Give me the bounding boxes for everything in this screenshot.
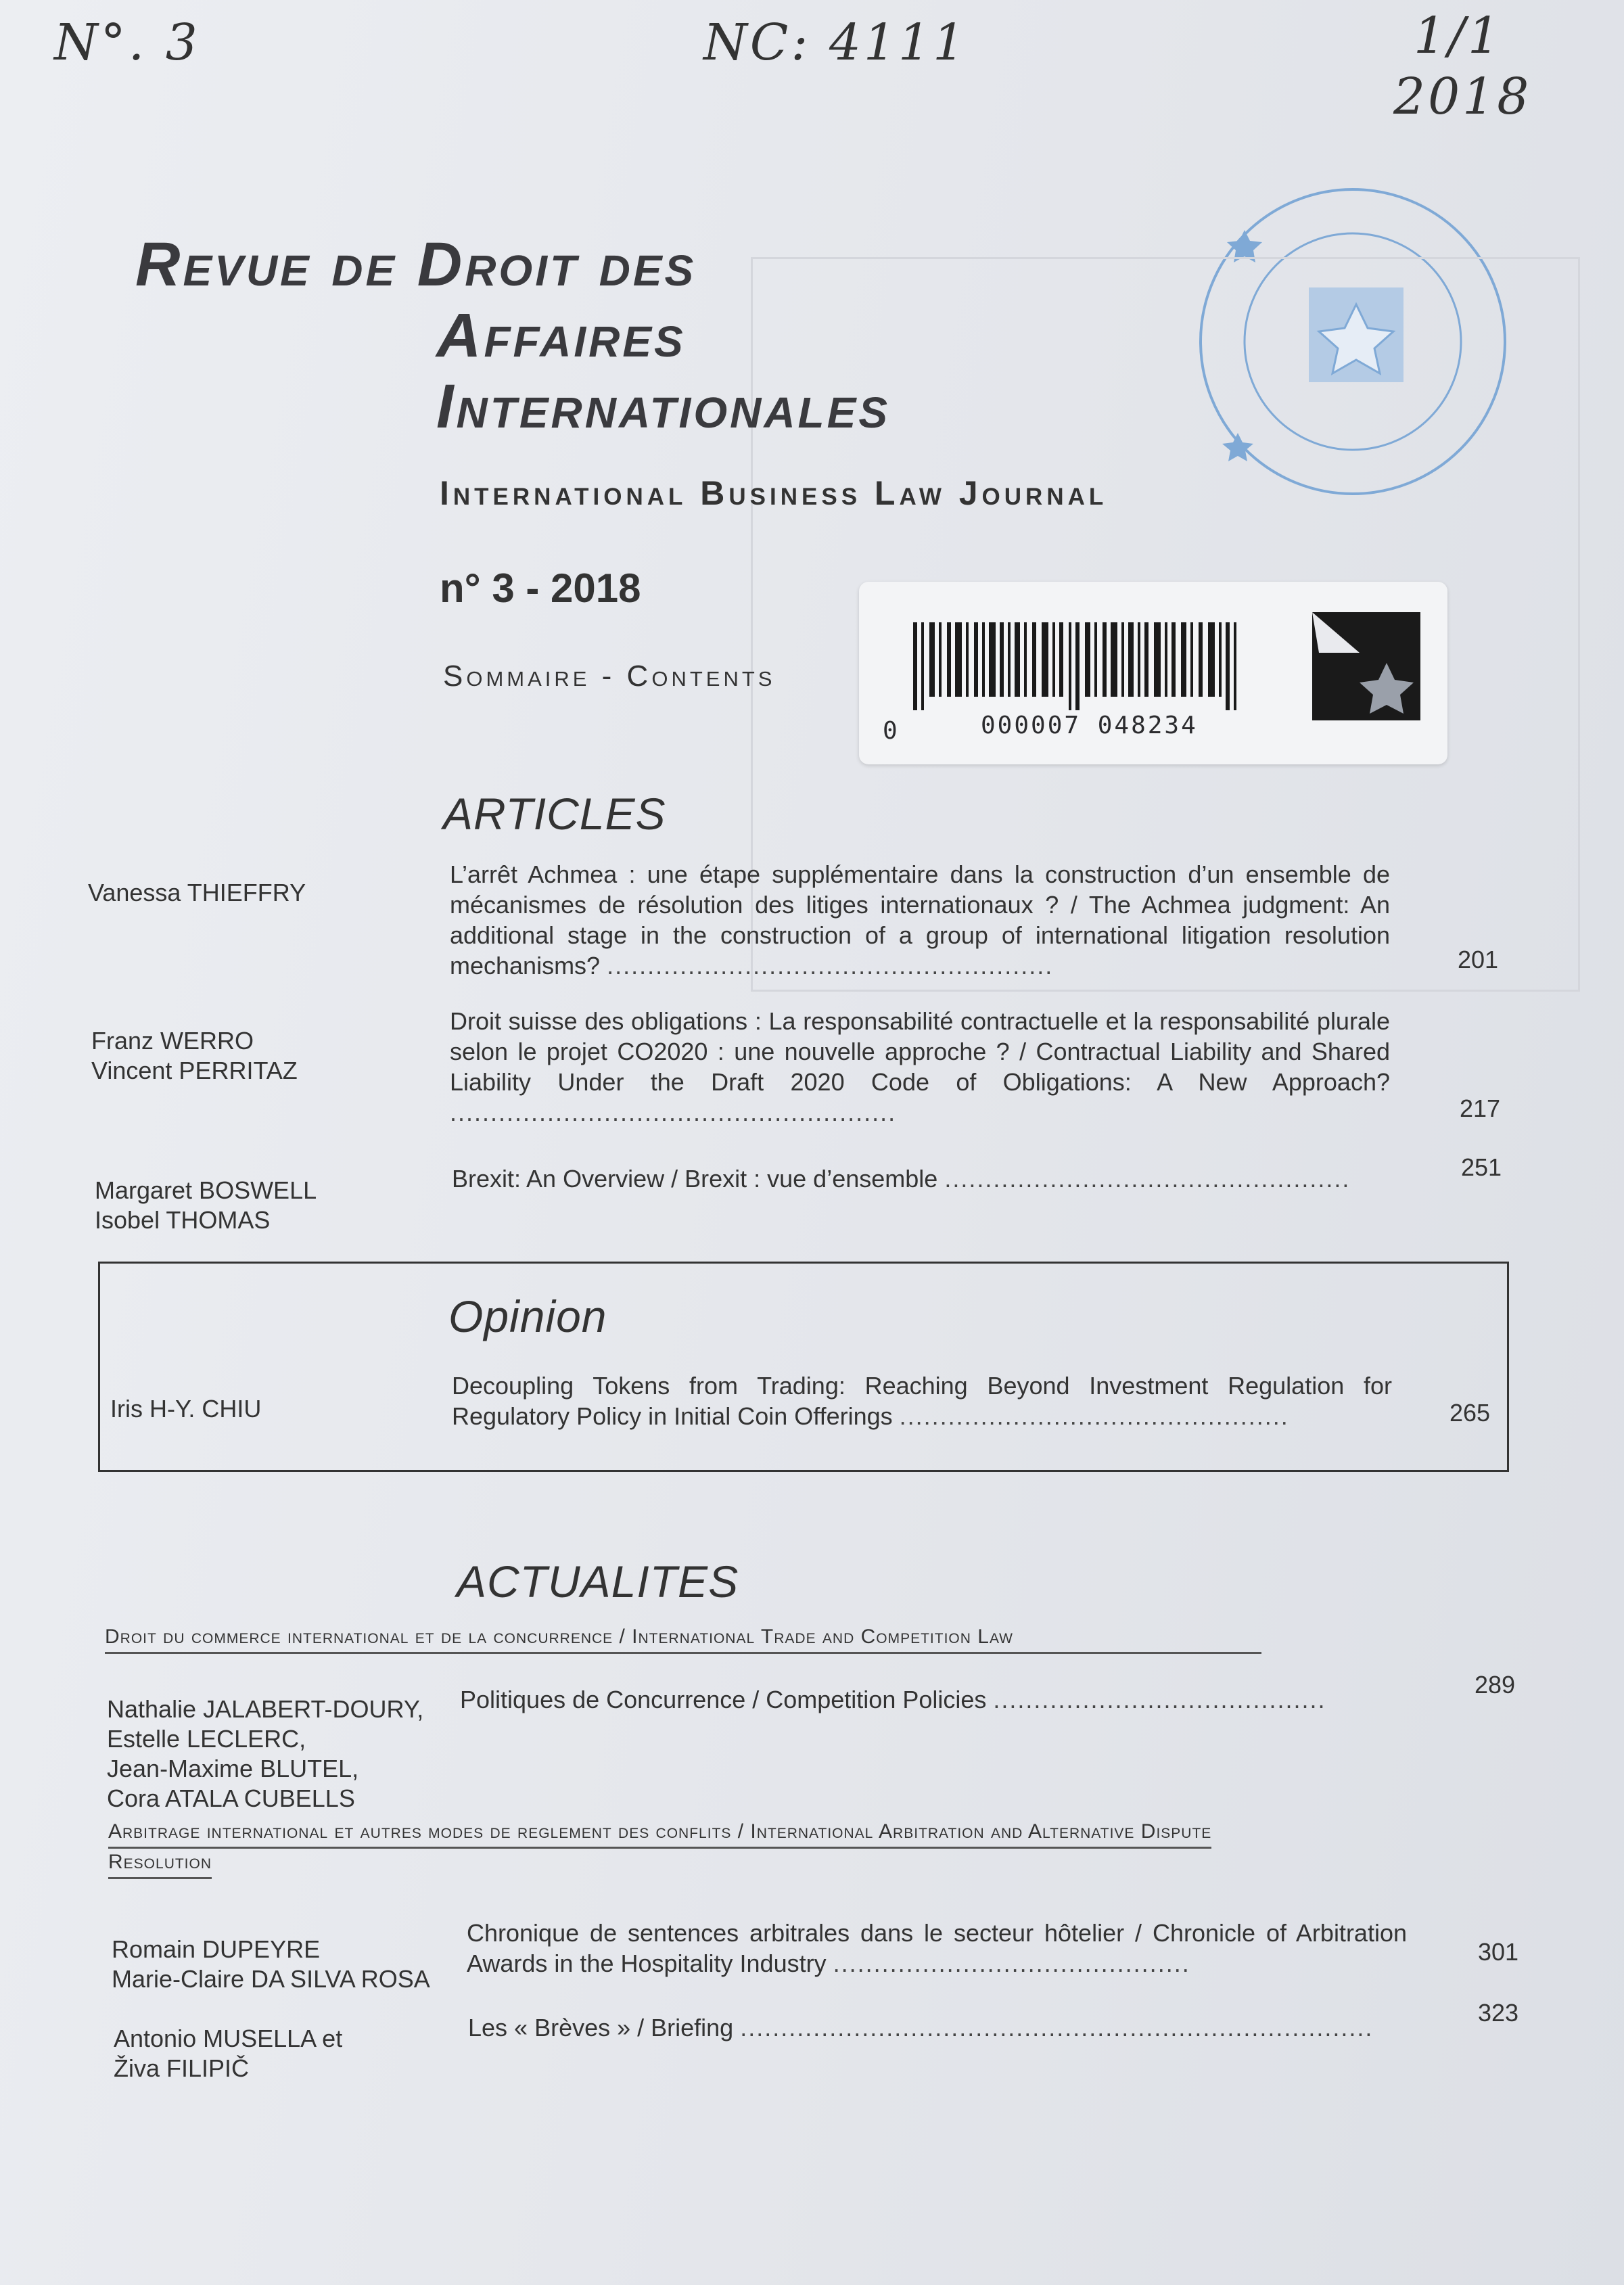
opinion-page: 265	[1449, 1399, 1491, 1427]
contents-label: Sommaire - Contents	[443, 660, 776, 693]
journal-title-line2: Affaires	[436, 301, 686, 370]
handwritten-year: 2018	[1393, 68, 1532, 126]
author-name: Isobel THOMAS	[95, 1206, 271, 1234]
article-1-page: 201	[1458, 946, 1499, 973]
article-1-authors	[88, 878, 413, 908]
author-name: Vanessa THIEFFRY	[88, 879, 306, 906]
author-name: Romain DUPEYRE	[112, 1935, 321, 1963]
actualites-entry-1-authors	[107, 1694, 445, 1814]
opinion-heading: Opinion	[448, 1291, 607, 1341]
author-name: Živa FILIPIČ	[114, 2054, 250, 2082]
actualites-entry-1-title: Politiques de Concurrence / Competition Policies .........................................	[460, 1686, 1326, 1713]
actualites-entry-2-page: 301	[1478, 1938, 1519, 1966]
barcode-label	[859, 582, 1447, 764]
article-2-page: 217	[1460, 1094, 1501, 1122]
journal-title-line3: Internationales	[436, 372, 891, 441]
author-name: Antonio MUSELLA et	[114, 2025, 343, 2052]
journal-subtitle: International Business Law Journal	[440, 474, 1108, 512]
rubric-arbitration-line2: Resolution	[108, 1849, 212, 1879]
library-logo	[1312, 612, 1420, 720]
barcode-number: 000007 048234	[981, 712, 1198, 739]
article-2-title: Droit suisse des obligations : La responsabilité contractuelle et la responsabilité plurale selon le projet CO2020 : une nouvelle approche ? / Contractual Liability and Shared Liability Under the Draft 2020 Code of Obligations: A New Approach? .......................................................	[450, 1007, 1390, 1126]
author-name: Marie-Claire DA SILVA ROSA	[112, 1965, 430, 1993]
handwritten-volume: 1/1	[1414, 7, 1503, 65]
author-name: Vincent PERRITAZ	[91, 1057, 298, 1084]
journal-title-line1: Revue de Droit des	[135, 230, 697, 299]
article-1-title: L’arrêt Achmea : une étape supplémentaire dans la construction d’un ensemble de mécanismes de résolution des litiges internationaux ? / The Achmea judgment: An additional stage in the construction of a group of international litigation resolution mechanisms? .......................................................	[450, 860, 1390, 979]
actualites-heading: ACTUALITES	[457, 1556, 739, 1607]
actualites-entry-3-page: 323	[1478, 1999, 1519, 2027]
opinion-title: Decoupling Tokens from Trading: Reaching Beyond Investment Regulation for Regulatory Policy in Initial Coin Offerings ................................................	[452, 1372, 1392, 1430]
opinion-box	[98, 1262, 1509, 1472]
author-name: Cora ATALA CUBELLS	[107, 1784, 355, 1812]
author-name: Jean-Maxime BLUTEL,	[107, 1755, 359, 1782]
rubric-arbitration	[108, 1818, 1522, 1879]
actualites-entry-3-title: Les « Brèves » / Briefing ..............................................................................	[468, 2014, 1374, 2041]
actualites-entry-1-page: 289	[1475, 1671, 1516, 1699]
article-3-authors	[95, 1176, 419, 1235]
opinion-authors	[110, 1394, 415, 1424]
author-name: Iris H-Y. CHIU	[110, 1395, 262, 1423]
article-3-page: 251	[1461, 1153, 1502, 1181]
author-name: Margaret BOSWELL	[95, 1176, 317, 1204]
rubric-arbitration-line1: Arbitrage international et autres modes de reglement des conflits / International Arbitration and Alternative Dispute	[108, 1818, 1211, 1849]
author-name: Estelle LECLERC,	[107, 1725, 306, 1753]
article-2-authors	[91, 1026, 416, 1086]
issue-number: n° 3 - 2018	[440, 566, 641, 611]
actualites-entry-2-title: Chronique de sentences arbitrales dans le secteur hôtelier / Chronicle of Arbitration Awards in the Hospitality Industry ............................................	[467, 1919, 1407, 1977]
actualites-entry-2-authors	[112, 1935, 463, 1994]
barcode-leading-digit: 0	[883, 717, 898, 745]
author-name: Franz WERRO	[91, 1027, 254, 1055]
actualites-entry-3-authors	[114, 2024, 465, 2083]
article-3-title: Brexit: An Overview / Brexit : vue d’ensemble ..................................................	[452, 1165, 1351, 1193]
handwritten-issue-note: N°. 3	[54, 14, 200, 72]
rubric-trade-competition: Droit du commerce international et de la concurrence / International Trade and Competition Law	[105, 1623, 1261, 1654]
author-name: Nathalie JALABERT-DOURY,	[107, 1695, 424, 1723]
handwritten-catalog-number: NC: 4111	[703, 14, 968, 72]
barcode-bars	[913, 622, 1292, 710]
articles-heading: ARTICLES	[443, 789, 666, 839]
